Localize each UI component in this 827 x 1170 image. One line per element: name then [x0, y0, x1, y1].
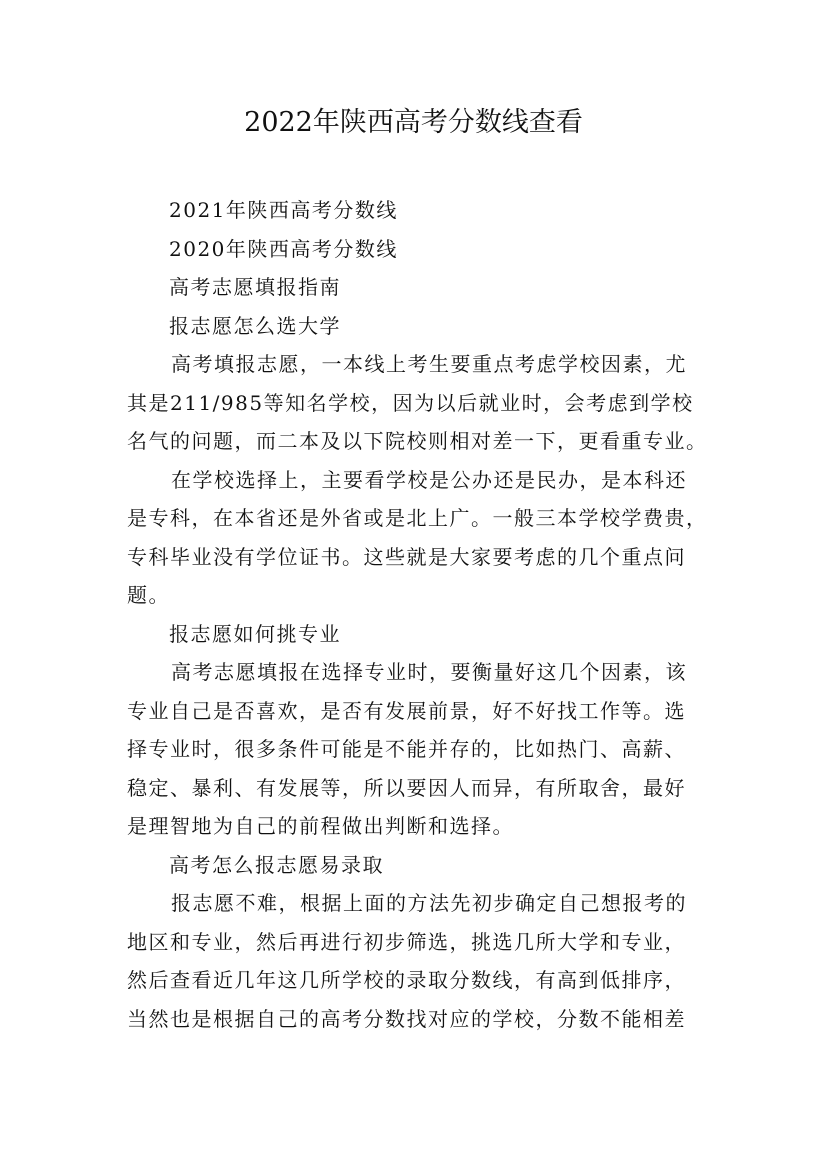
paragraph-line: 然后查看近几年这几所学校的录取分数线，有高到低排序，	[127, 968, 686, 992]
link-line-2021: 2021年陕西高考分数线	[169, 198, 398, 222]
paragraph-first-tier	[127, 345, 708, 461]
paragraph-line: 在学校选择上，主要看学校是公办还是民办，是本科还	[171, 467, 687, 492]
paragraph-line: 题。	[127, 583, 170, 607]
paragraph-line: 是专科，在本省还是外省或是北上广。一般三本学校学费贵，	[127, 506, 708, 530]
paragraph-line: 是理智地为自己的前程做出判断和选择。	[127, 814, 514, 838]
paragraph-line: 专科毕业没有学位证书。这些就是大家要考虑的几个重点问	[127, 544, 686, 569]
paragraph-line: 名气的问题，而二本及以下院校则相对差一下，更看重专业。	[127, 429, 708, 453]
paragraph-line: 高考填报志愿，一本线上考生要重点考虑学校因素，尤	[171, 352, 687, 376]
link-line-guide: 高考志愿填报指南	[169, 275, 341, 299]
paragraph-line: 报志愿不难，根据上面的方法先初步确定自己想报考的	[171, 891, 687, 915]
paragraph-line: 地区和专业，然后再进行初步筛选，挑选几所大学和专业，	[127, 929, 686, 954]
link-line-2020: 2020年陕西高考分数线	[169, 236, 398, 261]
section-heading-admission: 高考怎么报志愿易录取	[169, 852, 384, 877]
document-title: 2022年陕西高考分数线查看	[244, 107, 583, 138]
paragraph-admission	[127, 884, 705, 1038]
paragraph-line: 专业自己是否喜欢，是否有发展前景，好不好找工作等。选	[127, 698, 686, 723]
paragraph-line: 高考志愿填报在选择专业时，要衡量好这几个因素，该	[171, 660, 687, 684]
document-body	[127, 191, 708, 1038]
paragraph-line: 稳定、暴利、有发展等，所以要因人而异，有所取舍，最好	[127, 775, 686, 800]
paragraph-line: 其是211/985等知名学校，因为以后就业时，会考虑到学校	[127, 390, 694, 415]
paragraph-major-choice	[127, 653, 705, 846]
paragraph-line: 择专业时，很多条件可能是不能并存的，比如热门、高薪、	[127, 737, 686, 761]
paragraph-line: 当然也是根据自己的高考分数找对应的学校，分数不能相差	[127, 1006, 686, 1031]
section-heading-choose-university: 报志愿怎么选大学	[169, 313, 341, 338]
section-heading-choose-major: 报志愿如何挑专业	[169, 621, 341, 646]
paragraph-school-choice	[127, 461, 708, 615]
